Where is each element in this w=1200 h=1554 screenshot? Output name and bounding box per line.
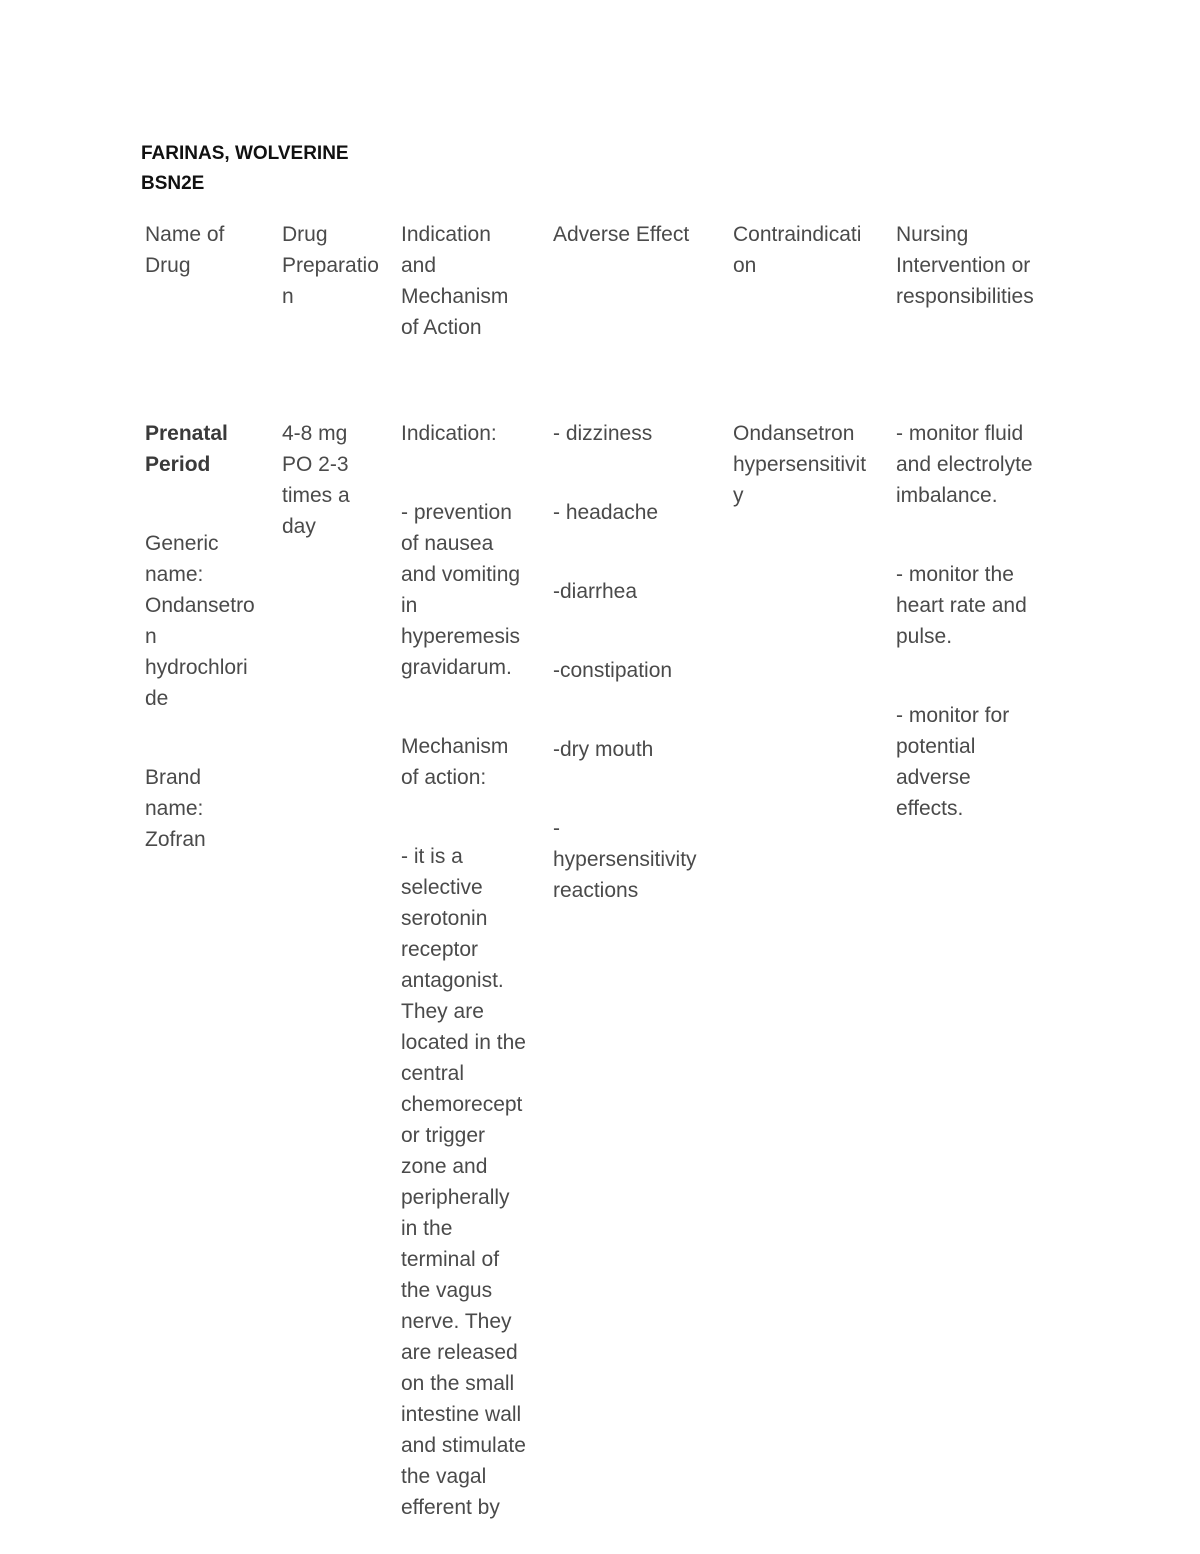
cell-adverse-effect xyxy=(553,387,725,954)
nursing-item: - monitor fluid and electrolyte imbalance. xyxy=(896,422,1033,507)
brand-name: Brand name: Zofran xyxy=(145,766,206,851)
header-drug-preparation: Drug Preparatio n xyxy=(282,223,379,308)
adverse-item: -constipation xyxy=(553,659,673,682)
preparation-text: 4-8 mg PO 2-3 times a day xyxy=(282,422,350,538)
adverse-item: - dizziness xyxy=(553,422,653,445)
nursing-item: - monitor for potential adverse effects. xyxy=(896,704,1010,820)
student-name: FARINAS, WOLVERINE xyxy=(141,143,349,164)
generic-name: Generic name: Ondansetro n hydrochlori de xyxy=(145,532,255,710)
cell-nursing-intervention xyxy=(896,387,1061,872)
header-adverse-effect: Adverse Effect xyxy=(553,223,690,246)
header-contraindication: Contraindicati on xyxy=(733,223,862,277)
adverse-item: -diarrhea xyxy=(553,580,638,603)
contraindication-text: Ondansetron hypersensitivit y xyxy=(733,422,867,507)
period-label: Prenatal Period xyxy=(145,422,228,476)
mechanism-text: - it is a selective serotonin receptor antagonist. They are located in the central chemorecept or trigger zone and peripherally in the terminal of the vagus nerve. They are released on the small intestine wall and stimulate the vagal efferent by xyxy=(401,845,526,1519)
cell-indication xyxy=(401,387,546,1554)
cell-contraindication xyxy=(733,387,888,559)
mechanism-label: Mechanism of action: xyxy=(401,735,509,789)
adverse-item: -dry mouth xyxy=(553,738,654,761)
adverse-item: - headache xyxy=(553,501,659,524)
cell-drug-preparation xyxy=(282,387,394,590)
cell-drug-name xyxy=(145,387,275,903)
indication-text: - prevention of nausea and vomiting in hyperemesis gravidarum. xyxy=(401,501,521,679)
header-drug-name: Name of Drug xyxy=(145,223,225,277)
indication-label: Indication: xyxy=(401,422,497,445)
header-nursing-intervention: Nursing Intervention or responsibilities xyxy=(896,223,1034,308)
nursing-item: - monitor the heart rate and pulse. xyxy=(896,563,1027,648)
header-indication: Indication and Mechanism of Action xyxy=(401,223,509,339)
adverse-item: - hypersensitivity reactions xyxy=(553,817,697,902)
student-section: BSN2E xyxy=(141,173,205,194)
